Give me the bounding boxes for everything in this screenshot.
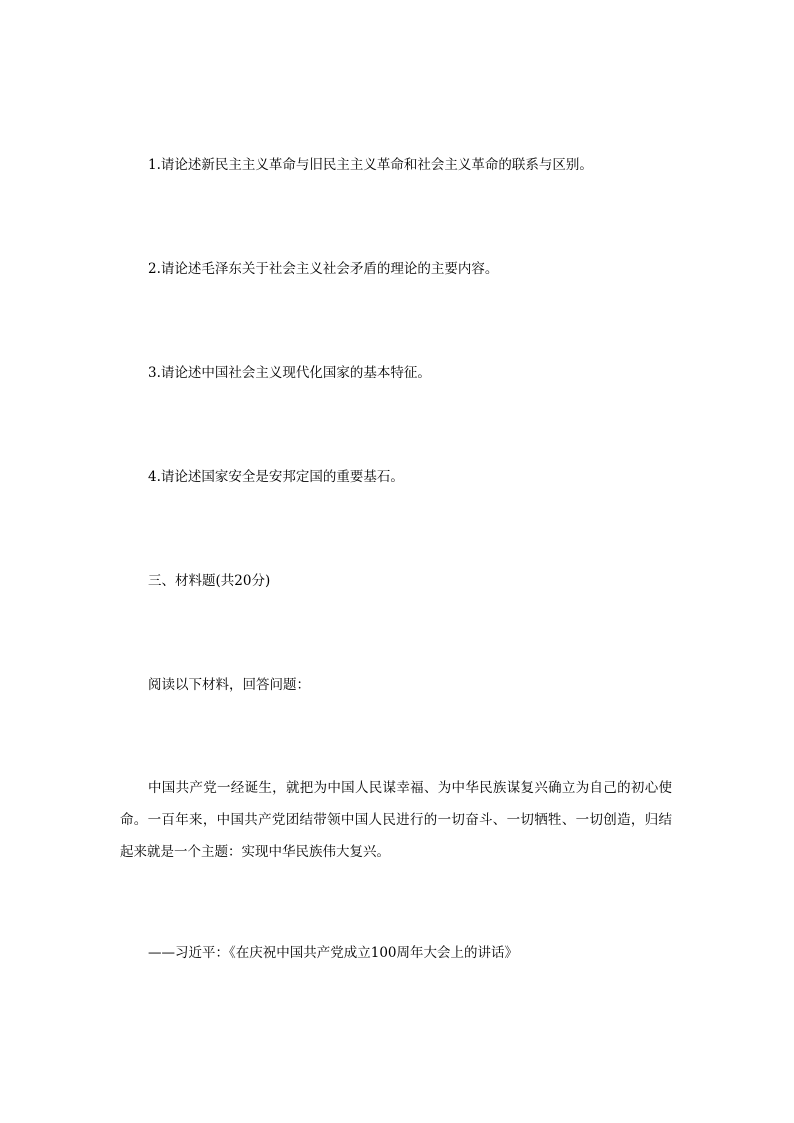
question-3: 3.请论述中国社会主义现代化国家的基本特征。 <box>148 365 431 381</box>
material-source: ——习近平：《在庆祝中国共产党成立100周年大会上的讲话》 <box>148 945 519 961</box>
question-4: 4.请论述国家安全是安邦定国的重要基石。 <box>148 469 404 485</box>
material-paragraph: 中国共产党一经诞生，就把为中国人民谋幸福、为中华民族谋复兴确立为自己的初心使命。一百年来，中国共产党团结带领中国人民进行的一切奋斗、一切牺牲、一切创造，归结起来就是一个主题：实现中华民族伟大复兴。 <box>120 780 672 860</box>
question-1: 1.请论述新民主主义革命与旧民主主义革命和社会主义革命的联系与区别。 <box>148 157 593 173</box>
material-instruction: 阅读以下材料，回答问题： <box>148 677 310 693</box>
section-heading: 三、材料题(共20分) <box>148 573 271 589</box>
question-2: 2.请论述毛泽东关于社会主义社会矛盾的理论的主要内容。 <box>148 261 499 277</box>
